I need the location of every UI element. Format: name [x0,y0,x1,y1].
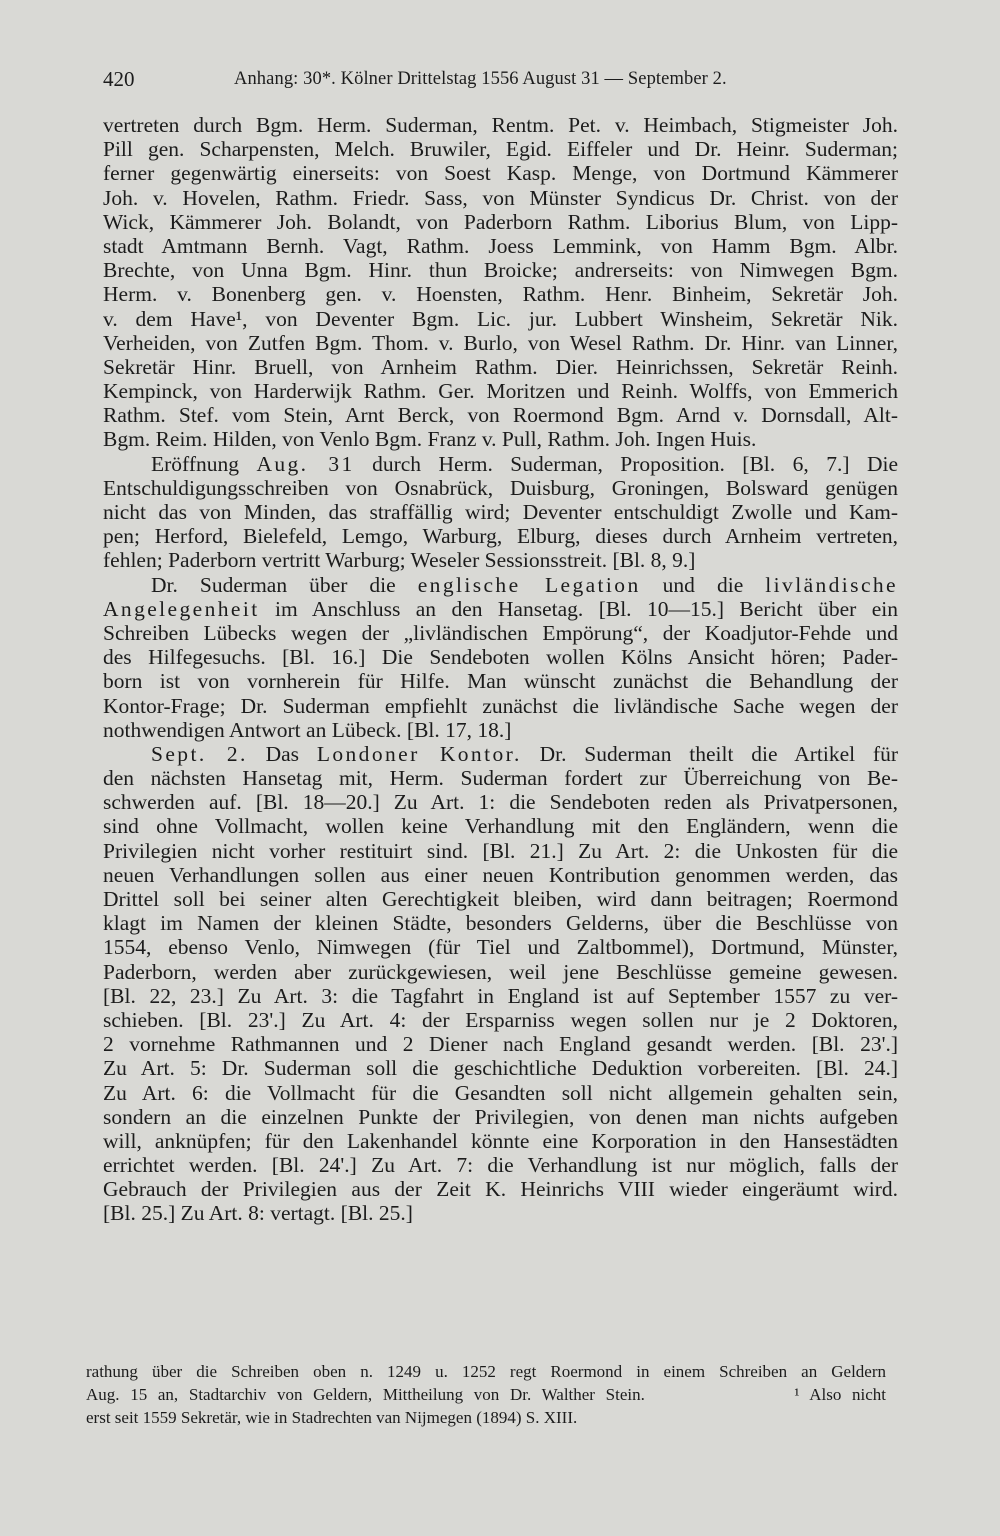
text-line-kontor [103,742,898,766]
text-run: durch Herm. Suderman, Proposition. [Bl. 6, 7.] Die [354,451,898,476]
text-line: den nächsten Hansetag mit, Herm. Suderman fordert zur Überreichung von Be- [103,766,898,791]
text-line: vertreten durch Bgm. Herm. Suderman, Rentm. Pet. v. Heimbach, Stigmeister Joh. [103,113,898,137]
text-line: Kontor-Frage; Dr. Suderman empfiehlt zunächst die livländische Sache wegen der [103,693,898,718]
running-head-title: Anhang: 30*. Kölner Drittelstag 1556 August 31 — September 2. [234,69,727,89]
text-line: Verheiden, von Zutfen Bgm. Thom. v. Burlo, von Wesel Rathm. Dr. Hinr. van Linner, [103,330,898,355]
text-line [103,597,898,621]
text-line: 1554, ebenso Venlo, Nimwegen (für Tiel und Zaltbommel), Dortmund, Münster, [103,935,898,960]
text-line: 2 vornehme Rathmannen und 2 Diener nach England gesandt werden. [Bl. 23'.] [103,1032,898,1057]
text-run: und die [640,572,766,597]
topic-heading: Angelegenheit [103,596,260,621]
text-line: Brechte, von Unna Bgm. Hinr. thun Broicke; andrerseits: von Nimwegen Bgm. [103,258,898,283]
running-head [103,66,893,92]
text-line: neuen Verhandlungen sollen aus einer neuen Kontribution genommen werden, das [103,862,898,887]
text-line: will, anknüpfen; für den Lakenhandel könnte eine Korporation in den Hansestädten [103,1128,898,1153]
text-line: Paderborn, werden aber zurückgewiesen, weil jene Beschlüsse gemeine gewesen. [103,959,898,984]
topic-heading: livländische [765,572,898,597]
date-marker: Aug. 31 [256,451,355,476]
text-line: Pill gen. Scharpensten, Melch. Bruwiler, Egid. Eiffeler und Dr. Heinr. Suderman; [103,137,898,162]
text-line: ferner gegenwärtig einerseits: von Soest Kasp. Menge, von Dortmund Kämmerer [103,161,898,186]
page-number: 420 [103,67,135,91]
text-line: Gebrauch der Privilegien aus der Zeit K. Heinrichs VIII wieder eingeräumt wird. [103,1177,898,1202]
text-line: sondern an die einzelnen Punkte der Privilegien, von denen man nichts aufgeben [103,1104,898,1129]
text-line: errichtet werden. [Bl. 24'.] Zu Art. 7: die Verhandlung ist nur möglich, falls der [103,1153,898,1178]
text-line: Wick, Kämmerer Joh. Bolandt, von Paderborn Rathm. Liborius Blum, von Lipp- [103,209,898,234]
text-line: Herm. v. Bonenberg gen. v. Hoensten, Rathm. Henr. Binheim, Sekretär Joh. [103,282,898,307]
text-line: Schreiben Lübecks wegen der „livländischen Empörung“, der Koadjutor-Fehde und [103,620,898,645]
text-line: schieben. [Bl. 23'.] Zu Art. 4: der Ersparniss wegen sollen nur je 2 Doktoren, [103,1007,898,1032]
text-line: Kempinck, von Harderwijk Rathm. Ger. Moritzen und Reinh. Wolffs, von Emmerich [103,379,898,404]
text-line: nicht das von Minden, das straffällig wird; Deventer entschuldigt Zwolle und Kam- [103,500,898,524]
text-line: [Bl. 22, 23.] Zu Art. 3: die Tagfahrt in England ist auf September 1557 zu ver- [103,983,898,1008]
footnotes [86,1360,886,1429]
text-run: im Anschluss an den Hansetag. [Bl. 10—15.] Bericht über ein [259,596,898,621]
text-line: Bgm. Reim. Hilden, von Venlo Bgm. Franz v. Pull, Rathm. Joh. Ingen Huis. [103,427,757,452]
text-line: Rathm. Stef. vom Stein, Arnt Berck, von Roermond Bgm. Arnd v. Dornsdall, Alt- [103,403,898,428]
text-line: des Hilfegesuchs. [Bl. 16.] Die Sendeboten wollen Kölns Ansicht hören; Pader- [103,645,898,670]
footnote-line: rathung über die Schreiben oben n. 1249 u. 1252 regt Roermond in einem Schreiben an Geldern [86,1362,886,1381]
text-line: born ist von vornherein für Hilfe. Man wünscht zunächst die Behandlung der [103,669,898,694]
text-run: Dr. Suderman über die [151,572,418,597]
date-marker: Sept. 2. [151,741,248,766]
text-line: schwerden auf. [Bl. 18—20.] Zu Art. 1: die Sendeboten reden als Privatpersonen, [103,790,898,815]
text-line: v. dem Have¹, von Deventer Bgm. Lic. jur. Lubbert Winsheim, Sekretär Nik. [103,306,898,331]
topic-heading: englische Legation [417,572,641,597]
text-line-legation [103,573,898,597]
text-line: Entschuldigungsschreiben von Osnabrück, Duisburg, Groningen, Bolsward genügen [103,475,898,500]
text-line: Joh. v. Hovelen, Rathm. Friedr. Sass, von Münster Syndicus Dr. Christ. von der [103,185,898,210]
text-run: Das [247,741,317,766]
text-line-opening [103,452,898,476]
text-line: stadt Amtmann Bernh. Vagt, Rathm. Joess Lemmink, von Hamm Bgm. Albr. [103,233,898,258]
text-run: Eröffnung [151,451,257,476]
text-line: [Bl. 25.] Zu Art. 8: vertagt. [Bl. 25.] [103,1201,413,1226]
text-line: Zu Art. 5: Dr. Suderman soll die geschichtliche Deduktion vorbereiten. [Bl. 24.] [103,1056,898,1081]
text-line: Sekretär Hinr. Bruell, von Arnheim Rathm. Dier. Heinrichssen, Sekretär Reinh. [103,354,898,379]
body-text [103,113,898,1226]
text-line: klagt im Namen der kleinen Städte, besonders Gelderns, über die Beschlüsse von [103,911,898,936]
text-line: sind ohne Vollmacht, wollen keine Verhandlung mit den Engländern, wenn die [103,814,898,839]
text-line: nothwendigen Antwort an Lübeck. [Bl. 17, 18.] [103,717,512,742]
text-line: pen; Herford, Bielefeld, Lemgo, Warburg, Elburg, dieses durch Arnheim vertreten, [103,524,898,549]
text-run: Dr. Suderman theilt die Artikel für [521,741,898,766]
text-line: Privilegien nicht vorher restituirt sind. [Bl. 21.] Zu Art. 2: die Unkosten für die [103,838,898,863]
footnote-line: Aug. 15 an, Stadtarchiv von Geldern, Mittheilung von Dr. Walther Stein. ¹ Also nicht [86,1385,886,1404]
footnote-line: erst seit 1559 Sekretär, wie in Stadrechten van Nijmegen (1894) S. XIII. [86,1408,578,1427]
text-line: Drittel soll bei seiner alten Gerechtigkeit bleiben, wird dann beitragen; Roermond [103,887,898,911]
topic-heading: Londoner Kontor. [316,741,522,766]
text-line: Zu Art. 6: die Vollmacht für die Gesandten soll nicht allgemein gehalten sein, [103,1080,898,1105]
text-line: fehlen; Paderborn vertritt Warburg; Weseler Sessionsstreit. [Bl. 8, 9.] [103,548,696,573]
